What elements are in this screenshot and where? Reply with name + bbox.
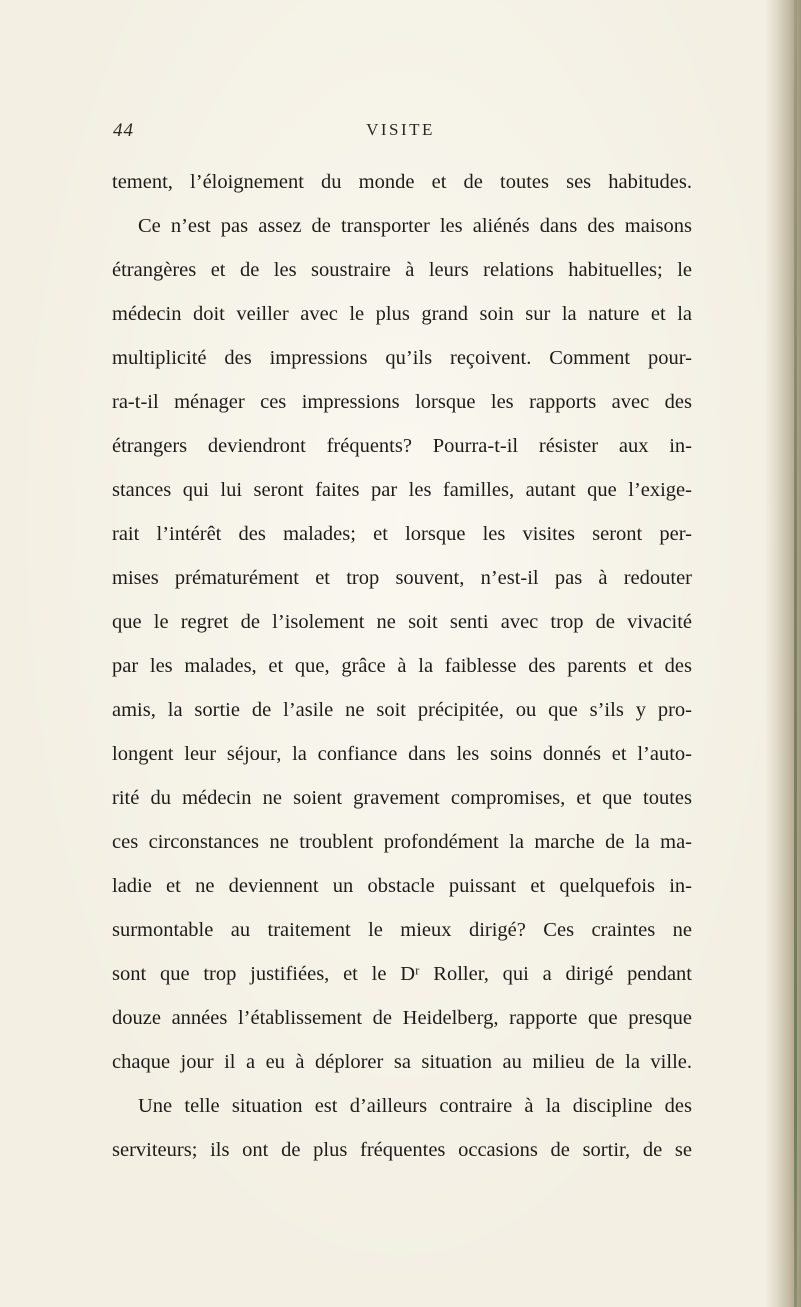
text-line: étrangers deviendront fréquents? Pourra-t-il résister aux in- xyxy=(112,435,692,457)
text-line: stances qui lui seront faites par les familles, autant que l’exige- xyxy=(112,479,692,501)
text-line: ladie et ne deviennent un obstacle puissant et quelquefois in- xyxy=(112,875,692,897)
text-line: Une telle situation est d’ailleurs contraire à la discipline des xyxy=(138,1095,692,1117)
text-line: multiplicité des impressions qu’ils reçoivent. Comment pour- xyxy=(112,347,692,369)
text-line: sont que trop justifiées, et le Dʳ Roller, qui a dirigé pendant xyxy=(112,963,692,985)
text-line: Ce n’est pas assez de transporter les aliénés dans des maisons xyxy=(138,215,692,237)
text-line: rait l’intérêt des malades; et lorsque les visites seront per- xyxy=(112,523,692,545)
text-line: mises prématurément et trop souvent, n’est-il pas à redouter xyxy=(112,567,692,589)
text-line: tement, l’éloignement du monde et de toutes ses habitudes. xyxy=(112,171,692,193)
page-number: 44 xyxy=(113,120,134,141)
text-line: que le regret de l’isolement ne soit senti avec trop de vivacité xyxy=(112,611,692,633)
text-line: ra-t-il ménager ces impressions lorsque les rapports avec des xyxy=(112,391,692,413)
text-line: ces circonstances ne troublent profondément la marche de la ma- xyxy=(112,831,692,853)
text-line: surmontable au traitement le mieux dirigé? Ces craintes ne xyxy=(112,919,692,941)
text-line: chaque jour il a eu à déplorer sa situation au milieu de la ville. xyxy=(112,1051,692,1073)
running-head: VISITE xyxy=(366,120,435,139)
text-line: rité du médecin ne soient gravement compromises, et que toutes xyxy=(112,787,692,809)
body-text xyxy=(112,160,692,1172)
text-line: par les malades, et que, grâce à la faiblesse des parents et des xyxy=(112,655,692,677)
text-line: étrangères et de les soustraire à leurs relations habituelles; le xyxy=(112,259,692,281)
text-line: douze années l’établissement de Heidelberg, rapporte que presque xyxy=(112,1007,692,1029)
text-line: longent leur séjour, la confiance dans les soins donnés et l’auto- xyxy=(112,743,692,765)
text-line: serviteurs; ils ont de plus fréquentes occasions de sortir, de se xyxy=(112,1139,692,1161)
text-line: amis, la sortie de l’asile ne soit précipitée, ou que s’ils y pro- xyxy=(112,699,692,721)
book-gutter-edge xyxy=(794,0,797,1307)
text-line: médecin doit veiller avec le plus grand soin sur la nature et la xyxy=(112,303,692,325)
